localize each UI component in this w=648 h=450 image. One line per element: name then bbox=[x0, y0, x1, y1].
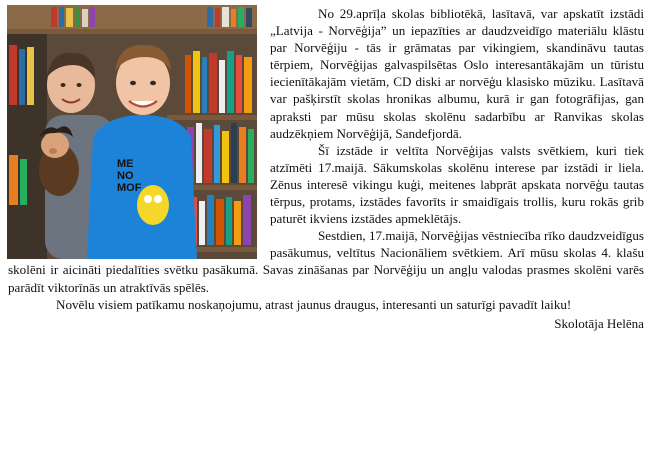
paragraph-exhibition-intro: No 29.aprīļa skolas bibliotēkā, lasītavā, var apskatīt izstādi „Latvija - Norvēģija” un iepazīties ar daudzveidīgo materiālu klāstu par Norvēģiju - tās ir grāmatas par vikingiem, skandināvu tautas tērpiem, Norvēģijas galvaspilsētas Oslo interesantākajām un tūristu iecienītākajām vietām, CD diski ar norvēģu klasisko mūziku. Lasītavā var pašķirstīt skolas hronikas albumu, kurā ir gan fotogrāfijas, gan apraksti par mūsu skolas skolēnu sadarbību ar Ranvikas skolas audzēkņiem Norvēģijā, Sandefjordā. bbox=[270, 6, 644, 141]
article-body bbox=[8, 5, 644, 332]
svg-text:ME: ME bbox=[117, 158, 134, 170]
photo-spacer bbox=[8, 5, 266, 259]
paragraph-embassy-events: Sestdien, 17.maijā, Norvēģijas vēstniecība rīko daudzveidīgus pasākumus, veltītus Nacionāliem svētkiem. Arī mūsu skolas 4. klašu skolēni ir aicināti piedalīties svētku pasākumā. Savas zināšanas par Norvēģiju un angļu valodas prasmes skolēni varēs parādīt viktorīnās un atraktīvās spēlēs. bbox=[8, 228, 644, 295]
svg-text:NO: NO bbox=[117, 170, 134, 182]
author-signature: Skolotāja Helēna bbox=[554, 315, 644, 331]
paragraph-wishes: Novēlu visiem patīkamu noskaņojumu, atrast jaunus draugus, interesanti un saturīgi pavadīt laiku! bbox=[56, 296, 572, 312]
svg-text:MOF: MOF bbox=[117, 182, 142, 194]
paragraph-norway-holiday: Šī izstāde ir veltīta Norvēģijas valsts svētkiem, kuri tiek atzīmēti 17.maijā. Sākumskolas skolēnu interese par izstādi ir liela. Zēnus interesē vikingu kuģi, meitenes labprāt apskata norvēģu tautas tērpus, protams, izstādes favorīts ir smaidīgais trollis, kuru rokās grib paturēt ikviens izstādes apmeklētājs. bbox=[270, 142, 644, 227]
